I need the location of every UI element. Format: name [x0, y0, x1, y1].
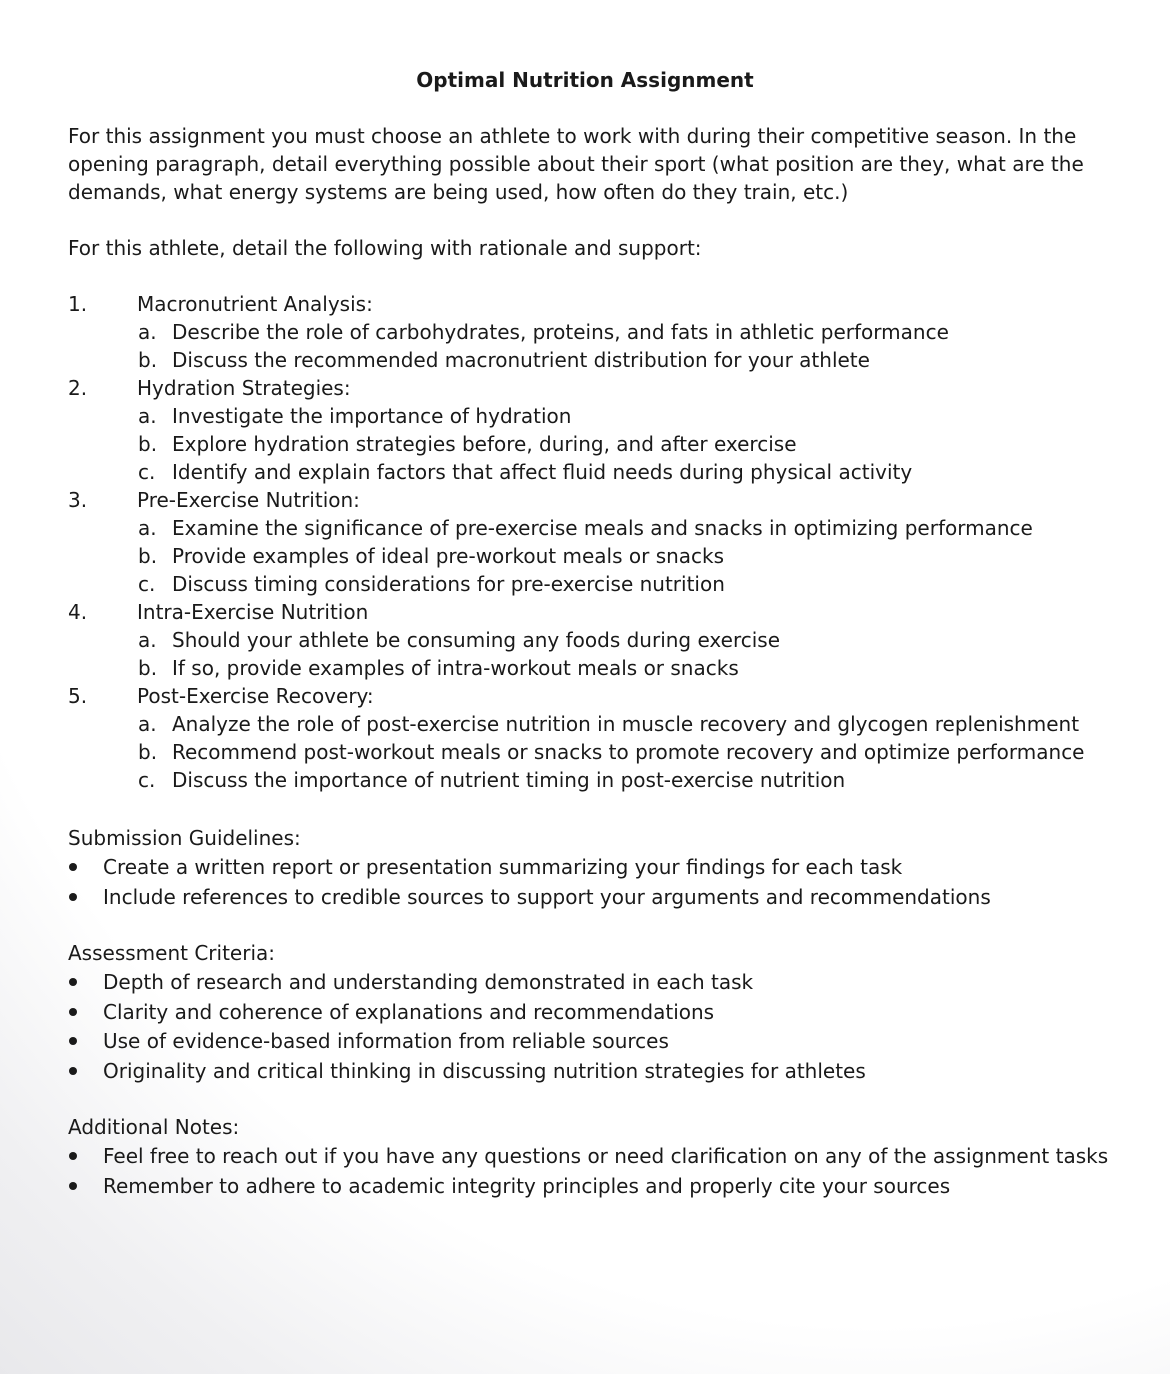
notes-item: Feel free to reach out if you have any questions or need clarification on any of the assignment tasks	[103, 1144, 1109, 1168]
subtask-text: Explore hydration strategies before, during, and after exercise	[172, 432, 797, 456]
subtask-text: Analyze the role of post-exercise nutrition in muscle recovery and glycogen replenishment	[172, 712, 1080, 736]
document-title: Optimal Nutrition Assignment	[416, 68, 754, 92]
submission-heading: Submission Guidelines:	[68, 826, 301, 850]
task-number: 3.	[68, 488, 88, 512]
subtask-letter: b.	[138, 656, 158, 680]
subtask-letter: a.	[138, 516, 157, 540]
assessment-item: Use of evidence-based information from reliable sources	[103, 1029, 669, 1053]
bullet-icon	[69, 1182, 77, 1190]
bullet-icon	[69, 1067, 77, 1075]
notes-item: Remember to adhere to academic integrity principles and properly cite your sources	[103, 1174, 951, 1198]
subtask-letter: b.	[138, 740, 158, 764]
task-heading: Post-Exercise Recovery:	[137, 684, 374, 708]
subtask-text: Discuss the importance of nutrient timing in post-exercise nutrition	[172, 768, 846, 792]
task-heading: Hydration Strategies:	[137, 376, 351, 400]
subtask-text: Recommend post-workout meals or snacks to promote recovery and optimize performance	[172, 740, 1085, 764]
subtask-text: Identify and explain factors that affect fluid needs during physical activity	[172, 460, 913, 484]
submission-item: Include references to credible sources to support your arguments and recommendations	[103, 885, 991, 909]
submission-item: Create a written report or presentation summarizing your findings for each task	[103, 855, 903, 879]
subtask-text: Should your athlete be consuming any foods during exercise	[172, 628, 781, 652]
intro-paragraph: For this assignment you must choose an athlete to work with during their competitive season. In the opening paragraph, detail everything possible about their sport (what position are they, what are the demands, what energy systems are being used, how often do they train, etc.)	[68, 124, 1084, 204]
subtask-letter: a.	[138, 712, 157, 736]
assessment-heading: Assessment Criteria:	[68, 941, 275, 965]
task-number: 4.	[68, 600, 88, 624]
task-heading: Pre-Exercise Nutrition:	[137, 488, 360, 512]
subtask-letter: c.	[138, 768, 156, 792]
bullet-icon	[69, 978, 77, 986]
subtask-letter: a.	[138, 320, 157, 344]
bullet-icon	[69, 863, 77, 871]
assessment-item: Originality and critical thinking in discussing nutrition strategies for athletes	[103, 1059, 866, 1083]
bullet-icon	[69, 1037, 77, 1045]
lead-in-text: For this athlete, detail the following with rationale and support:	[68, 236, 702, 260]
subtask-letter: a.	[138, 404, 157, 428]
subtask-letter: b.	[138, 544, 158, 568]
task-number: 5.	[68, 684, 88, 708]
bullet-icon	[69, 893, 77, 901]
notes-heading: Additional Notes:	[68, 1115, 240, 1139]
subtask-text: Provide examples of ideal pre-workout meals or snacks	[172, 544, 725, 568]
assessment-item: Clarity and coherence of explanations and recommendations	[103, 1000, 715, 1024]
subtask-text: If so, provide examples of intra-workout meals or snacks	[172, 656, 739, 680]
subtask-letter: c.	[138, 460, 156, 484]
subtask-text: Examine the significance of pre-exercise meals and snacks in optimizing performance	[172, 516, 1033, 540]
task-number: 2.	[68, 376, 88, 400]
bullet-icon	[69, 1008, 77, 1016]
subtask-text: Investigate the importance of hydration	[172, 404, 572, 428]
subtask-letter: b.	[138, 348, 158, 372]
subtask-text: Describe the role of carbohydrates, proteins, and fats in athletic performance	[172, 320, 949, 344]
bullet-icon	[69, 1152, 77, 1160]
subtask-text: Discuss timing considerations for pre-exercise nutrition	[172, 572, 725, 596]
subtask-text: Discuss the recommended macronutrient distribution for your athlete	[172, 348, 870, 372]
task-heading: Macronutrient Analysis:	[137, 292, 373, 316]
assessment-item: Depth of research and understanding demonstrated in each task	[103, 970, 754, 994]
task-heading: Intra-Exercise Nutrition	[137, 600, 369, 624]
subtask-letter: c.	[138, 572, 156, 596]
task-number: 1.	[68, 292, 88, 316]
subtask-letter: b.	[138, 432, 158, 456]
subtask-letter: a.	[138, 628, 157, 652]
